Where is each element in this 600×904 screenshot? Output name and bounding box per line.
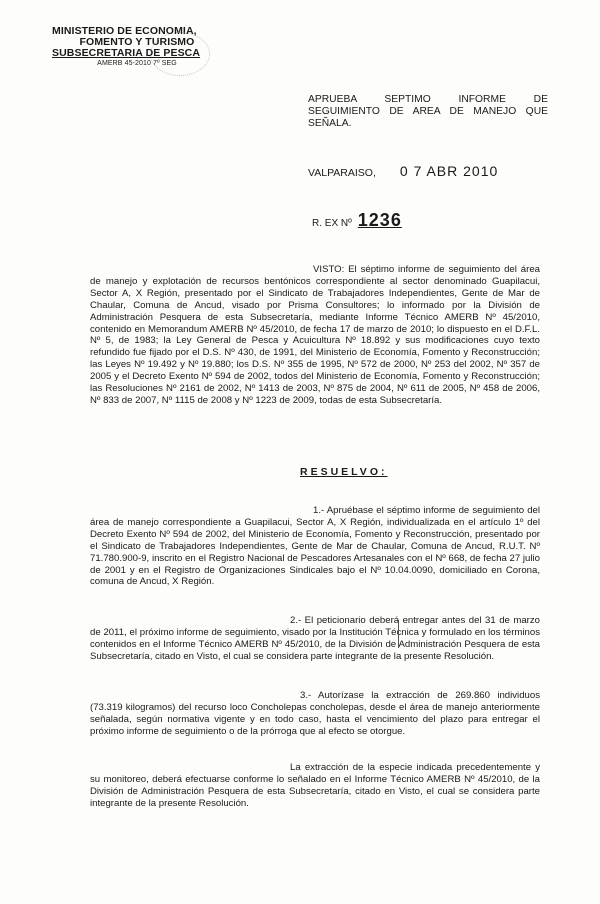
place: VALPARAISO, — [308, 167, 376, 179]
visto-paragraph: VISTO: El séptimo informe de seguimiento del área de manejo y explotación de recursos bentónicos correspondiente al sector denominado Guapilacui, Sector A, X Región, presentado por el Sindicato de Trabajadores Independientes, Gente de Mar de Chaular, Comuna de Ancud, visado por Prisma Consultores; lo informado por la División de Administración Pesquera de esta Subsecretaría, mediante Informe Técnico AMERB Nº 45/2010, contenido en Memorandum AMERB Nº 45/2010, de fecha 17 de marzo de 2010; lo dispuesto en el D.F.L. Nº 5, de 1983; la Ley General de Pesca y Acuicultura Nº 18.892 y sus modificaciones cuyo texto refundido fue fijado por el D.S. Nº 430, de 1991, del Ministerio de Economía, Fomento y Reconstrucción; las Leyes Nº 19.492 y Nº 19.880; los D.S. Nº 355 de 1995, Nº 572 de 2000, Nº 253 del 2002, Nº 357 de 2005 y el Decreto Exento Nº 594 de 2002, todos del Ministerio de Economía, Fomento y Reconstrucción; las Resoluciones Nº 2161 de 2002, Nº 1413 de 2003, Nº 875 de 2004, Nº 611 de 2005, Nº 458 de 2006, Nº 833 de 2007, Nº 1115 de 2008 y Nº 1223 de 2009, todas de esta Subsecretaría. — [90, 264, 540, 406]
resolution-item-1: 1.- Apruébase el séptimo informe de seguimiento del área de manejo correspondiente a Guapilacui, Sector A, X Región, individualizada en el artículo 1º del Decreto Exento Nº 594 de 2002, del Ministerio de Economía, Fomento y Reconstrucción, presentado por el Sindicato de Trabajadores Independientes, Gente de Mar de Chaular, Comuna de Ancud, R.U.T. Nº 71.780.900-9, inscrito en el Registro Nacional de Pescadores Artesanales con el Nº 668, de fecha 27 julio de 2001 y en el Registro de Organizaciones Sindicales bajo el Nº 10.04.0090, domiciliado en Corona, comuna de Ancud, X Región. — [90, 505, 540, 588]
date-stamp: 0 7 ABR 2010 — [399, 163, 499, 179]
resolution-item-2: 2.- El peticionario deberá entregar antes del 31 de marzo de 2011, el próximo informe de seguimiento, visado por la Institución Técnica y formulado en los términos contenidos en el Informe Técnico AMERB Nº 45/2010, de la División de Administración Pesquera de esta Subsecretaría, citado en Visto, el cual se considera parte integrante de la presente Resolución. — [90, 615, 540, 662]
resolution-item-3: 3.- Autorízase la extracción de 269.860 individuos (73.319 kilogramos) del recurso loco Concholepas concholepas, desde el área de manejo anteriormente señalada, según normativa vigente y en todo caso, hasta el vencimiento del plazo para entregar el próximo informe de seguimiento o de la prórroga que al efecto se otorgue. — [90, 690, 540, 737]
reference-code: AMERB 45-2010 7º SEG — [97, 60, 177, 67]
place-date-line — [308, 163, 498, 179]
handwritten-mark — [398, 620, 401, 648]
ministry-name: MINISTERIO DE ECONOMIA, — [52, 25, 197, 37]
resuelvo-heading: RESUELVO: — [300, 466, 388, 478]
official-seal-stamp — [150, 32, 210, 76]
resolution-number: 1236 — [357, 210, 402, 230]
resolution-number-line — [312, 210, 402, 231]
resolution-label: R. EX Nº — [312, 218, 352, 229]
subsecretariat-name: SUBSECRETARIA DE PESCA — [52, 47, 201, 59]
subject-summary: APRUEBA SEPTIMO INFORME DE SEGUIMIENTO DE AREA DE MANEJO QUE SEÑALA. — [308, 94, 548, 129]
ministry-name-cont: FOMENTO Y TURISMO — [79, 36, 195, 48]
resolution-item-3-continuation: La extracción de la especie indicada precedentemente y su monitoreo, deberá efectuarse conforme lo señalado en el Informe Técnico AMERB Nº 45/2010, de la División de Administración Pesquera de esta Subsecretaría, citado en Visto, el cual se considera parte integrante de la presente Resolución. — [90, 762, 540, 809]
